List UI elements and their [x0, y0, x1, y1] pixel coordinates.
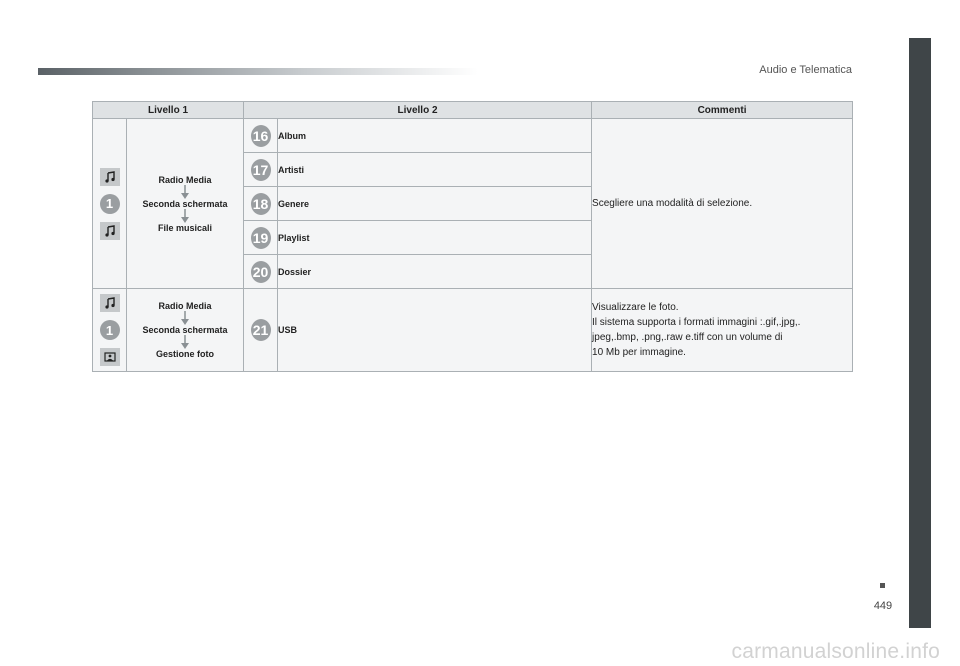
- photo-icon: [100, 348, 120, 366]
- header-gradient-bar: [38, 68, 478, 75]
- table-header-row: [93, 102, 853, 119]
- page-number: 449: [873, 600, 893, 612]
- step-badge: 1: [100, 194, 120, 214]
- item-number-badge: 20: [251, 261, 271, 283]
- item-number-badge: 19: [251, 227, 271, 249]
- level2-genere: Genere: [278, 187, 592, 221]
- comment-selection: Scegliere una modalità di selezione.: [592, 119, 853, 289]
- comment-photos: [592, 289, 853, 372]
- flow-step-seconda-schermata: Seconda schermata: [142, 198, 228, 209]
- flow-step-radio-media: Radio Media: [158, 174, 212, 185]
- arrow-down-icon: [180, 311, 190, 325]
- level2-usb: USB: [278, 289, 592, 372]
- item-number-badge: 17: [251, 159, 271, 181]
- level2-album: Album: [278, 119, 592, 153]
- table-row: [93, 119, 853, 153]
- flow-step-seconda-schermata: Seconda schermata: [142, 325, 228, 335]
- level1-icons: [93, 289, 127, 372]
- page-marker: [880, 583, 885, 588]
- level2-playlist: Playlist: [278, 221, 592, 255]
- table-row: [93, 289, 853, 372]
- level2-artisti: Artisti: [278, 153, 592, 187]
- item-number-badge: 18: [251, 193, 271, 215]
- comment-line: 10 Mb per immagine.: [592, 347, 686, 358]
- flow-step-radio-media: Radio Media: [158, 301, 212, 311]
- level1-flow: [127, 119, 244, 289]
- comment-line: Il sistema supporta i formati immagini :.gif,.jpg,.: [592, 317, 801, 328]
- music-note-icon: [100, 222, 120, 240]
- flow-step-file-musicali: File musicali: [157, 222, 213, 233]
- comment-line: Visualizzare le foto.: [592, 302, 679, 313]
- comment-line: jpeg,.bmp, .png,.raw e.tiff con un volume di: [592, 332, 783, 343]
- header-livello-2: Livello 2: [244, 102, 592, 119]
- level1-flow: [127, 289, 244, 372]
- item-number-badge: 21: [251, 319, 271, 341]
- side-tab: [909, 38, 931, 628]
- level2-dossier: Dossier: [278, 255, 592, 289]
- arrow-down-icon: [180, 335, 190, 349]
- watermark-text: carmanualsonline.info: [731, 640, 940, 663]
- step-badge: 1: [100, 320, 120, 340]
- level1-icons: [93, 119, 127, 289]
- menu-table: [92, 101, 853, 372]
- music-note-icon: [100, 294, 120, 312]
- item-number-badge: 16: [251, 125, 271, 147]
- page-header-title: Audio e Telematica: [759, 64, 852, 76]
- arrow-down-icon: [180, 209, 190, 223]
- music-note-icon: [100, 168, 120, 186]
- arrow-down-icon: [180, 185, 190, 199]
- header-commenti: Commenti: [592, 102, 853, 119]
- header-livello-1: Livello 1: [93, 102, 244, 119]
- flow-step-gestione-foto: Gestione foto: [156, 349, 214, 359]
